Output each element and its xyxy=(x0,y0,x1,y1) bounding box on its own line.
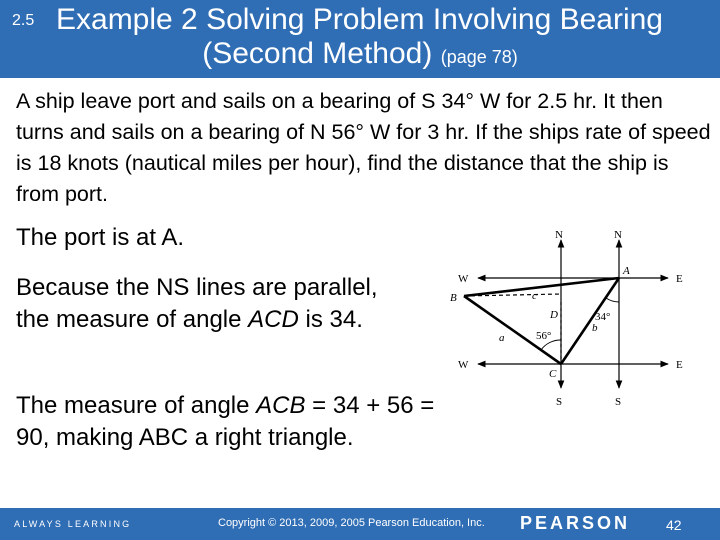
para1-post: is 34. xyxy=(298,306,363,333)
point-c-label: C xyxy=(549,368,557,380)
port-statement: The port is at A. xyxy=(16,224,185,251)
angle-56-label: 56° xyxy=(536,330,552,342)
para2-pre: The measure of angle xyxy=(16,392,257,419)
north-label-left: N xyxy=(555,229,563,241)
north-label-right: N xyxy=(614,229,622,241)
side-b-label: b xyxy=(592,322,598,334)
para1-angle-name: ACD xyxy=(248,306,299,333)
parallel-lines-explanation xyxy=(16,272,416,336)
east-label-bottom: E xyxy=(676,359,683,371)
angle-arc-34 xyxy=(606,298,619,302)
bearing-diagram xyxy=(440,222,700,412)
west-label-bottom: W xyxy=(458,359,469,371)
side-c-segment xyxy=(464,278,619,296)
west-label-top: W xyxy=(458,273,469,285)
slide-title-line2 xyxy=(0,37,720,71)
side-c-label: c xyxy=(532,290,537,302)
footer-bar xyxy=(0,508,720,540)
point-d-label: D xyxy=(550,309,558,321)
pearson-logo: PEARSON xyxy=(520,513,631,533)
south-label-left: S xyxy=(556,396,563,408)
section-number: 2.5 xyxy=(12,12,35,29)
para2-angle-name: ACB xyxy=(256,392,306,419)
para2-post: = 34 + 56 = 90, making ABC a right triangle. xyxy=(16,392,435,451)
south-label-right: S xyxy=(615,396,622,408)
angle-34-label: 34° xyxy=(595,311,611,323)
side-a-label: a xyxy=(499,332,505,344)
slide-subtitle: (Second Method) xyxy=(202,37,433,70)
right-triangle-explanation xyxy=(16,390,456,454)
point-a-label: A xyxy=(623,265,630,277)
problem-statement: A ship leave port and sails on a bearing of S 34° W for 2.5 hr. It then turns and sails on a bearing of N 56° W for 3 hr. If the ships rate of speed is 18 knots (nautical miles per hour), find the distance that the ship is from port. xyxy=(16,89,711,206)
para1-pre: Because the NS lines are parallel, the measure of angle xyxy=(16,274,378,333)
slide-number: 42 xyxy=(666,517,682,533)
point-b-label: B xyxy=(450,292,457,304)
page-reference: (page 78) xyxy=(440,47,518,67)
copyright-notice: Copyright © 2013, 2009, 2005 Pearson Education, Inc. xyxy=(218,517,485,529)
slide-title-line1: Example 2 Solving Problem Involving Bearing xyxy=(56,3,663,36)
east-label-top: E xyxy=(676,273,683,285)
footer-tagline: ALWAYS LEARNING xyxy=(14,519,132,529)
title-bar xyxy=(0,0,720,78)
